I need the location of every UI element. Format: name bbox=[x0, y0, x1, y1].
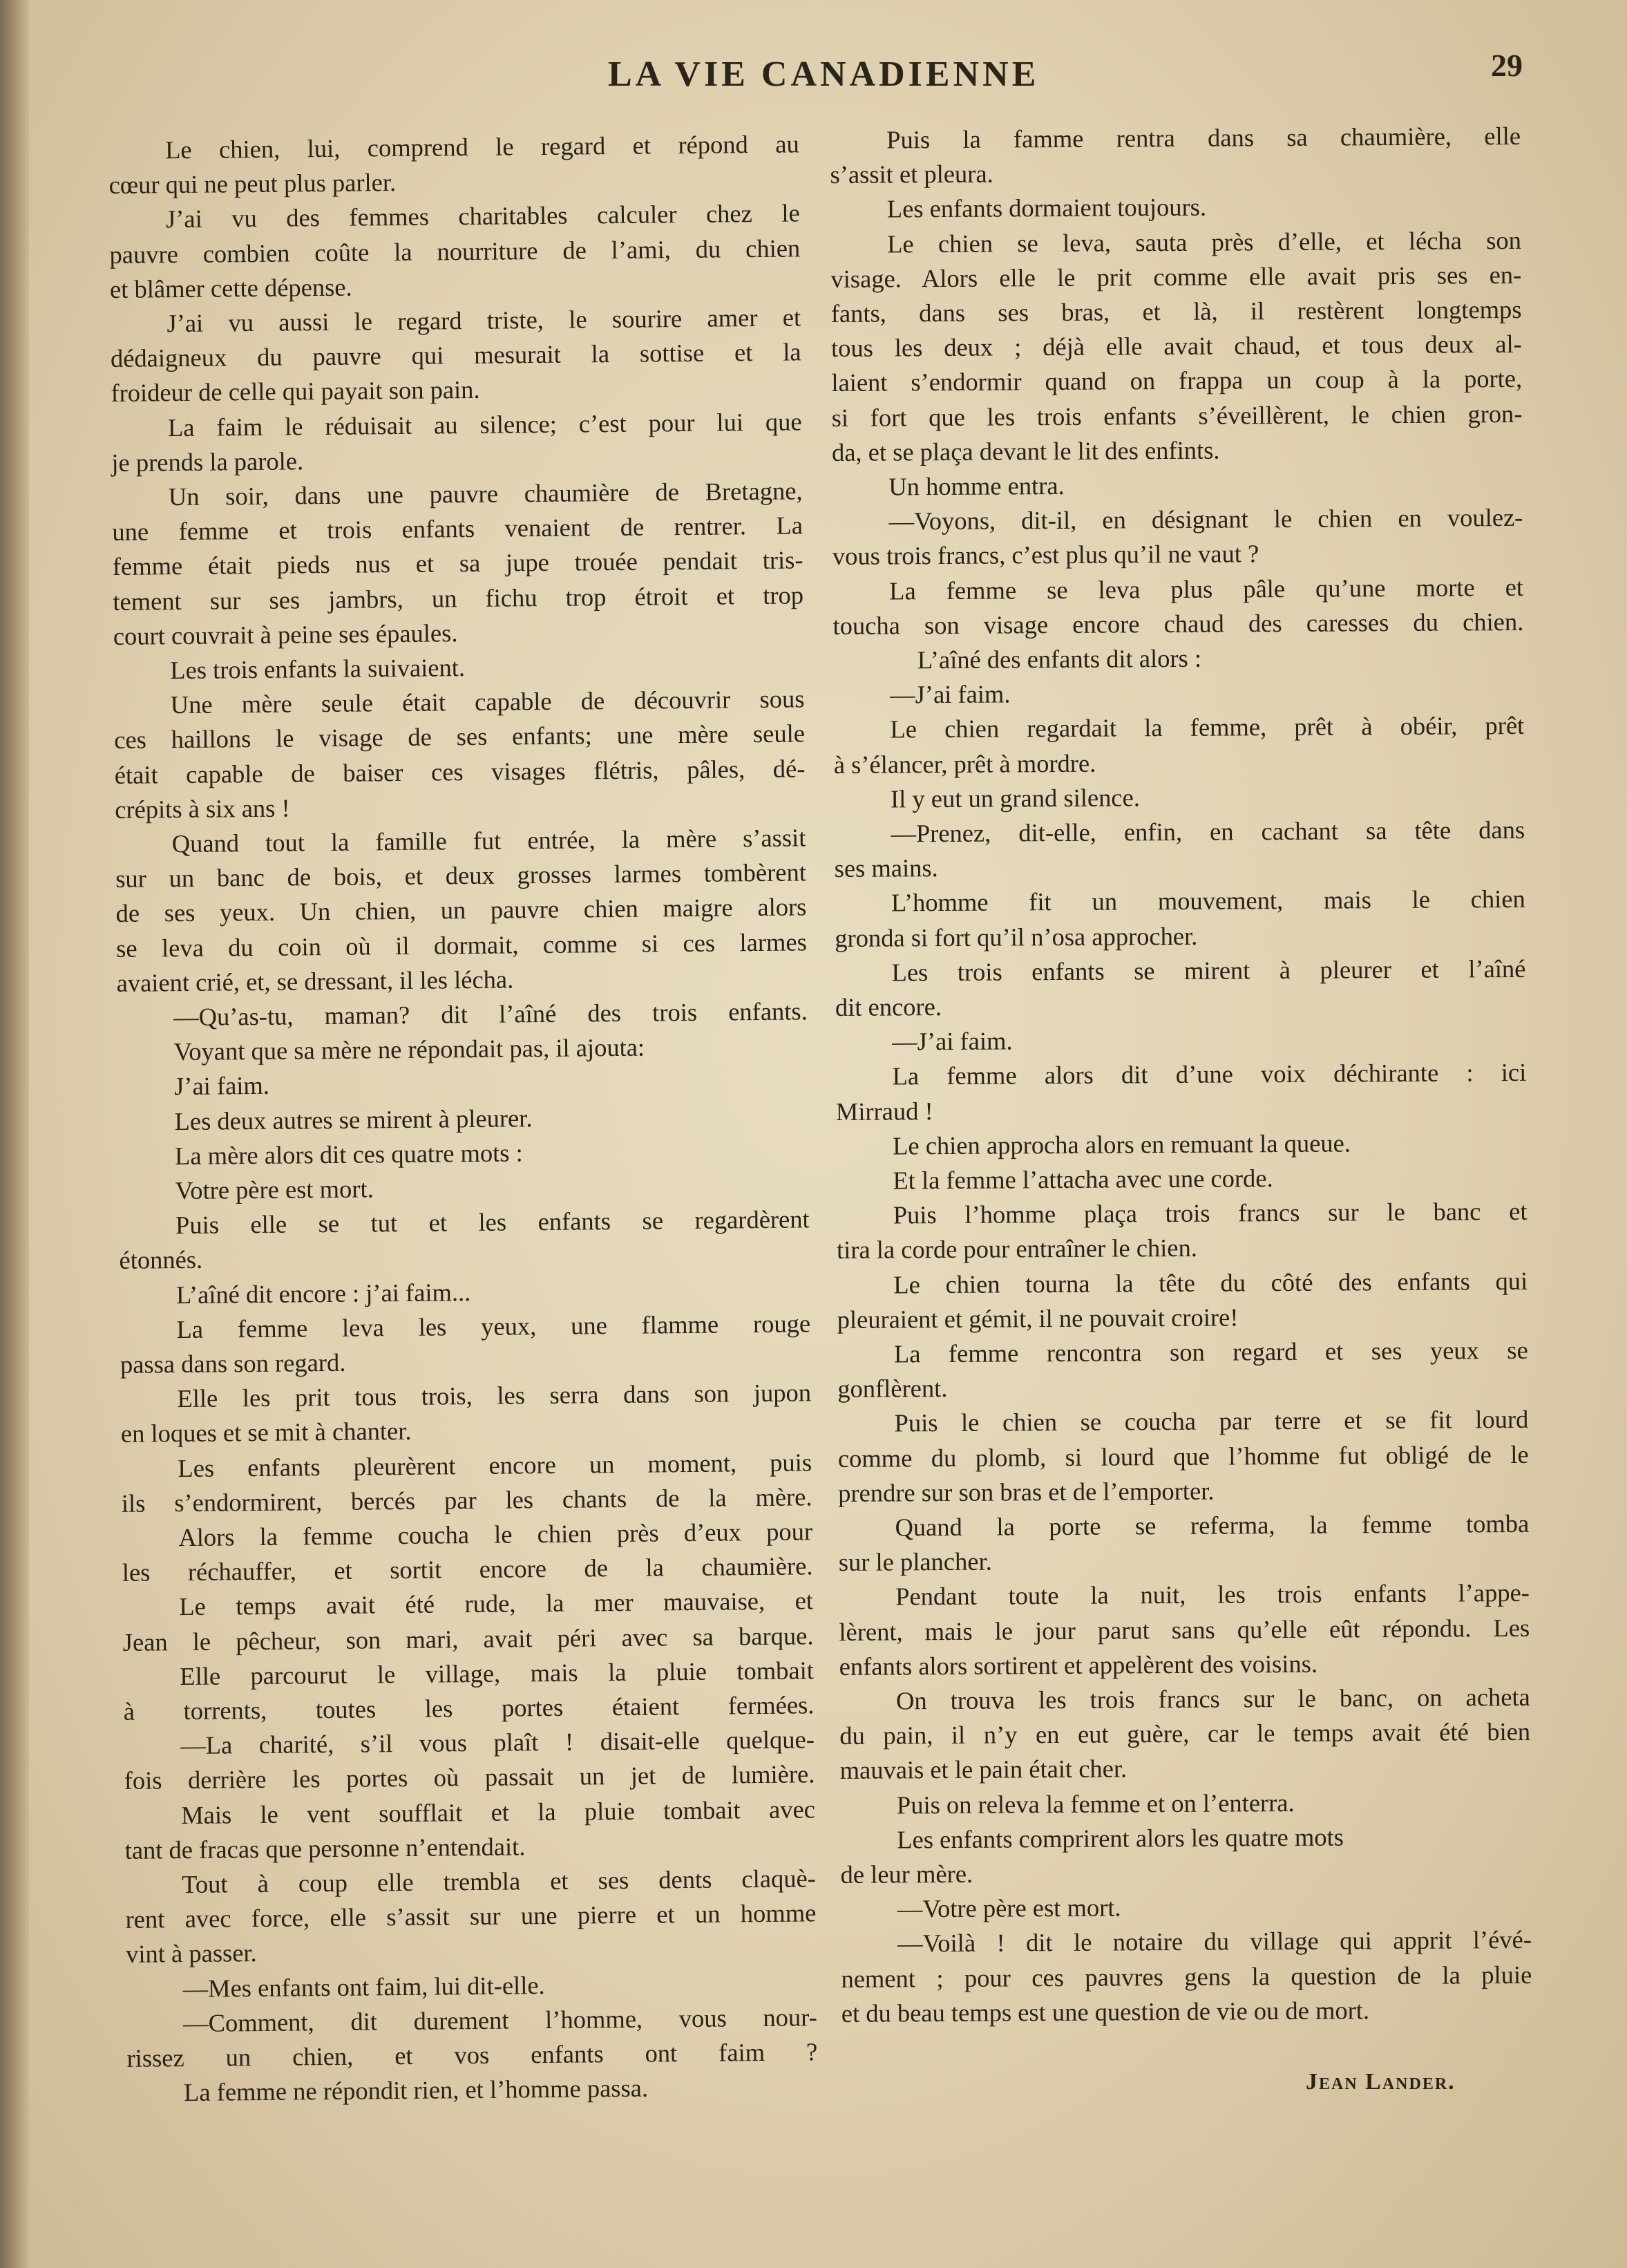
text-line: rissez un chien, et vos enfants ont faim ? bbox=[126, 2037, 818, 2072]
text-line: Puis elle se tut et les enfants se regardèrent bbox=[175, 1204, 810, 1240]
text-line: Puis l’homme plaça trois francs sur le banc et bbox=[893, 1197, 1528, 1229]
text-line: —Qu’as-tu, maman? dit l’aîné des trois enfants. bbox=[173, 996, 808, 1032]
text-line: femme était pieds nus et sa jupe trouée pendait tris- bbox=[112, 545, 803, 581]
text-line: Le chien approcha alors en remuant la queue. bbox=[893, 1128, 1351, 1160]
text-line: J’ai faim. bbox=[173, 1071, 270, 1101]
masthead: LA VIE CANADIENNE bbox=[608, 55, 1040, 94]
text-line: de ses yeux. Un chien, un pauvre chien maigre alors bbox=[115, 892, 807, 928]
text-line: Un soir, dans une pauvre chaumière de Bretagne, bbox=[168, 476, 803, 511]
text-line: —Votre père est mort. bbox=[897, 1893, 1121, 1923]
text-line: —J’ai faim. bbox=[892, 1026, 1013, 1056]
text-line: prendre sur son bras et de l’emporter. bbox=[838, 1476, 1215, 1507]
text-line: Tout à coup elle trembla et ses dents claquè- bbox=[181, 1864, 817, 1899]
text-line: court couvrait à peine ses épaules. bbox=[113, 618, 458, 650]
text-line: L’aîné dit encore : j’ai faim... bbox=[175, 1277, 471, 1309]
text-line: La mère alors dit ces quatre mots : bbox=[174, 1138, 523, 1170]
text-line: gronda si fort qu’il n’osa approcher. bbox=[835, 921, 1198, 952]
text-line: L’aîné des enfants dit alors : bbox=[917, 643, 1202, 674]
text-line: en loques et se mit à chanter. bbox=[120, 1417, 412, 1448]
text-line: s’assit et pleura. bbox=[830, 159, 993, 189]
text-line: Les enfants comprirent alors les quatre mots bbox=[897, 1822, 1344, 1854]
text-line: à torrents, toutes les portes étaient fermées. bbox=[123, 1690, 815, 1726]
text-line: Votre père est mort. bbox=[175, 1174, 374, 1205]
text-line: Il y eut un grand silence. bbox=[890, 783, 1141, 813]
text-line: se leva du coin où il dormait, comme si ces larmes bbox=[115, 927, 808, 963]
text-line: si fort que les trois enfants s’éveillèrent, le chien gron- bbox=[831, 399, 1523, 432]
text-line: Voyant que sa mère ne répondait pas, il ajouta: bbox=[173, 1032, 645, 1066]
page-binding-shadow bbox=[0, 0, 29, 2268]
text-line: toucha son visage encore chaud des caresses du chien. bbox=[832, 607, 1524, 640]
text-line: La femme rencontra son regard et ses yeux se bbox=[893, 1335, 1528, 1368]
text-line: Puis le chien se coucha par terre et se fit lourd bbox=[894, 1405, 1529, 1437]
text-line: nement ; pour ces pauvres gens la question de la pluie bbox=[841, 1960, 1532, 1993]
text-line: vous trois francs, c’est plus qu’il ne vaut ? bbox=[832, 539, 1259, 571]
text-line: J’ai vu des femmes charitables calculer chez le bbox=[165, 198, 800, 234]
text-line: enfants alors sortirent et appelèrent des voisins. bbox=[839, 1649, 1318, 1681]
text-line: —J’ai faim. bbox=[890, 679, 1011, 709]
text-line: les réchauffer, et sortit encore de la chaumière. bbox=[122, 1551, 813, 1587]
text-line: cœur qui ne peut plus parler. bbox=[108, 168, 397, 200]
text-line: La femme leva les yeux, une flamme rouge bbox=[176, 1309, 811, 1343]
text-line: Elle les prit tous trois, les serra dans son jupon bbox=[177, 1378, 812, 1413]
text-line: avaient crié, et, se dressant, il les lécha. bbox=[116, 965, 514, 997]
text-line: à s’élancer, prêt à mordre. bbox=[833, 748, 1096, 779]
text-line: Mais le vent soufflait et la pluie tombait avec bbox=[181, 1794, 816, 1829]
text-line: sur le plancher. bbox=[838, 1547, 992, 1577]
text-line: ses mains. bbox=[834, 853, 938, 883]
text-line: tant de fracas que personne n’entendait. bbox=[124, 1832, 526, 1864]
text-line: —Prenez, dit-elle, enfin, en cachant sa tête dans bbox=[891, 815, 1525, 848]
text-line: —Mes enfants ont faim, lui dit-elle. bbox=[182, 1970, 545, 2003]
text-line: visage. Alors elle le prit comme elle avait pris ses en- bbox=[830, 260, 1522, 293]
text-line: dédaigneux du pauvre qui mesurait la sottise et la bbox=[110, 337, 801, 373]
text-line: tement sur ses jambrs, un fichu trop étroit et trop bbox=[113, 580, 804, 616]
text-line: —Voyons, dit-il, en désignant le chien en voulez- bbox=[888, 503, 1523, 536]
text-line: comme du plomb, si lourd que l’homme fut obligé de le bbox=[837, 1439, 1529, 1473]
text-line: La femme ne répondit rien, et l’homme passa. bbox=[183, 2073, 649, 2107]
text-line: crépits à six ans ! bbox=[115, 793, 290, 824]
text-line: Les trois enfants se mirent à pleurer et l’aîné bbox=[891, 954, 1526, 987]
text-line: Les enfants dormaient toujours. bbox=[886, 193, 1207, 223]
text-line: gonflèrent. bbox=[837, 1374, 948, 1404]
text-line: fants, dans ses bras, et là, il restèrent longtemps bbox=[830, 294, 1522, 328]
text-line: Le chien se leva, sauta près d’elle, et lécha son bbox=[887, 225, 1522, 258]
text-line: Puis la famme rentra dans sa chaumière, elle bbox=[886, 121, 1521, 154]
text-line: Et la femme l’attacha avec une corde. bbox=[893, 1164, 1273, 1195]
text-line: tous les deux ; déjà elle avait chaud, et tous deux al- bbox=[830, 330, 1522, 363]
text-line: J’ai vu aussi le regard triste, le sourire amer et bbox=[166, 303, 801, 338]
text-line: Quand la porte se referma, la femme tomba bbox=[895, 1509, 1530, 1542]
text-line: Alors la femme coucha le chien près d’eux pour bbox=[178, 1517, 813, 1552]
text-line: La femme alors dit d’une voix déchirante : ici bbox=[892, 1058, 1527, 1090]
text-line: Les deux autres se mirent à pleurer. bbox=[174, 1103, 533, 1135]
text-line: —Comment, dit durement l’homme, vous nour- bbox=[182, 2003, 817, 2037]
text-line: La faim le réduisait au silence; c’est pour lui que bbox=[167, 406, 802, 442]
text-line: une femme et trois enfants venaient de rentrer. La bbox=[112, 511, 803, 547]
text-line: Elle parcourut le village, mais la pluie tombait bbox=[180, 1656, 815, 1690]
text-line: On trouva les trois francs sur le banc, on acheta bbox=[895, 1682, 1530, 1715]
text-line: vint à passer. bbox=[125, 1938, 257, 1969]
text-line: L’homme fit un mouvement, mais le chien bbox=[891, 885, 1525, 917]
author-signature: Jean Lander. bbox=[1306, 2069, 1456, 2095]
text-line: ils s’endormirent, bercés par les chants de la mère. bbox=[121, 1482, 812, 1518]
text-line: Pendant toute la nuit, les trois enfants l’appe- bbox=[895, 1578, 1530, 1611]
text-line: Le chien regardait la femme, prêt à obéir, prêt bbox=[890, 711, 1525, 744]
text-line: pleuraient et gémit, il ne pouvait croire! bbox=[837, 1303, 1239, 1334]
text-line: tira la corde pour entraîner le chien. bbox=[836, 1234, 1198, 1265]
text-line: et blâmer cette dépense. bbox=[109, 272, 352, 303]
text-line: Quand tout la famille fut entrée, la mère s’assit bbox=[171, 823, 806, 858]
text-line: et du beau temps est une question de vie ou de mort. bbox=[841, 1996, 1370, 2028]
text-line: Jean le pêcheur, son mari, avait péri avec sa barque. bbox=[122, 1620, 814, 1656]
text-line: je prends la parole. bbox=[111, 446, 304, 477]
text-line: Le temps avait été rude, la mer mauvaise, et bbox=[179, 1586, 814, 1621]
text-line: —La charité, s’il vous plaît ! disait-elle quelque- bbox=[180, 1725, 815, 1760]
page-number: 29 bbox=[1491, 48, 1523, 83]
text-line: Le chien, lui, comprend le regard et répond au bbox=[164, 129, 799, 164]
text-line: mauvais et le pain était cher. bbox=[839, 1754, 1128, 1785]
text-line: de leur mère. bbox=[840, 1859, 973, 1889]
text-line: Les trois enfants la suivaient. bbox=[170, 653, 466, 685]
text-line: —Voilà ! dit le notaire du village qui apprit l’évé- bbox=[897, 1925, 1532, 1958]
text-line: Un homme entra. bbox=[888, 471, 1065, 501]
text-line: était capable de baiser ces visages flétris, pâles, dé- bbox=[114, 753, 806, 789]
text-line: rent avec force, elle s’assit sur une pierre et un homme bbox=[125, 1898, 817, 1934]
text-line: Les enfants pleurèrent encore un moment, puis bbox=[178, 1447, 812, 1482]
text-line: Mirraud ! bbox=[835, 1096, 933, 1126]
text-line: da, et se plaça devant le lit des enfints. bbox=[831, 435, 1220, 466]
text-line: étonnés. bbox=[119, 1245, 203, 1275]
text-line: lèrent, mais le jour parut sans qu’elle eût répondu. Les bbox=[839, 1613, 1530, 1646]
text-line: Puis on releva la femme et on l’enterra. bbox=[896, 1788, 1295, 1820]
text-line: du pain, il n’y en eut guère, car le temps avait été bien bbox=[839, 1717, 1531, 1750]
text-line: ces haillons le visage de ses enfants; une mère seule bbox=[114, 719, 806, 755]
text-line: dit encore. bbox=[835, 992, 942, 1021]
text-line: laient s’endormir quand on frappa un coup à la porte, bbox=[831, 364, 1523, 397]
text-line: Une mère seule était capable de découvrir sous bbox=[170, 684, 805, 719]
text-line: pauvre combien coûte la nourriture de l’ami, du chien bbox=[109, 233, 801, 269]
text-line: fois derrière les portes où passait un jet de lumière. bbox=[124, 1759, 815, 1795]
text-line: passa dans son regard. bbox=[120, 1348, 346, 1379]
text-line: Le chien tourna la tête du côté des enfants qui bbox=[893, 1266, 1528, 1299]
text-line: La femme se leva plus pâle qu’une morte et bbox=[889, 572, 1524, 605]
text-line: froideur de celle qui payait son pain. bbox=[111, 375, 480, 408]
text-line: sur un banc de bois, et deux grosses larmes tombèrent bbox=[115, 858, 807, 894]
